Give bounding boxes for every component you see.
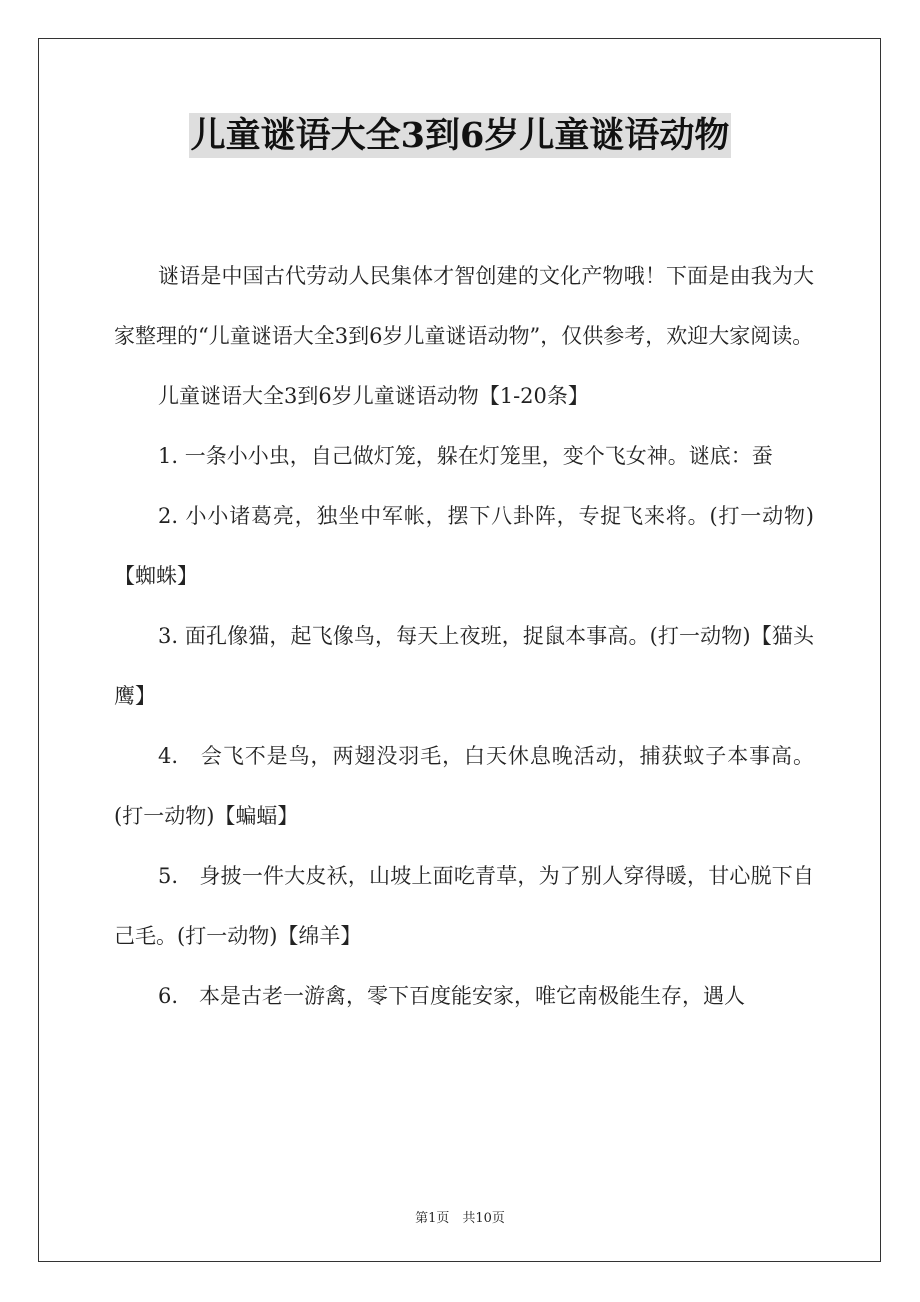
riddle-item-3: 3. 面孔像猫，起飞像鸟，每天上夜班，捉鼠本事高。(打一动物)【猫头鹰】	[114, 624, 814, 708]
section-heading: 儿童谜语大全3到6岁儿童谜语动物【1-20条】	[158, 384, 589, 408]
page-footer: 第1页 共10页	[415, 1211, 505, 1226]
document-title: 儿童谜语大全3到6岁儿童谜语动物	[190, 115, 730, 156]
riddle-item-5: 5. 身披一件大皮袄，山坡上面吃青草，为了别人穿得暖，甘心脱下自己毛。(打一动物)【绵羊】	[114, 864, 814, 948]
document-body	[114, 246, 814, 1026]
riddle-item-2: 2. 小小诸葛亮，独坐中军帐，摆下八卦阵，专捉飞来将。(打一动物)【蜘蛛】	[114, 504, 814, 588]
paragraph-intro: 谜语是中国古代劳动人民集体才智创建的文化产物哦！下面是由我为大家整理的“儿童谜语大全3到6岁儿童谜语动物”，仅供参考，欢迎大家阅读。	[114, 264, 814, 348]
riddle-item-4: 4. 会飞不是鸟，两翅没羽毛，白天休息晚活动，捕获蚊子本事高。(打一动物)【蝙蝠】	[114, 744, 814, 828]
riddle-item-1: 1. 一条小小虫，自己做灯笼，躲在灯笼里，变个飞女神。谜底：蚕	[158, 444, 773, 468]
riddle-item-6: 6. 本是古老一游禽，零下百度能安家，唯它南极能生存，遇人	[158, 984, 746, 1008]
